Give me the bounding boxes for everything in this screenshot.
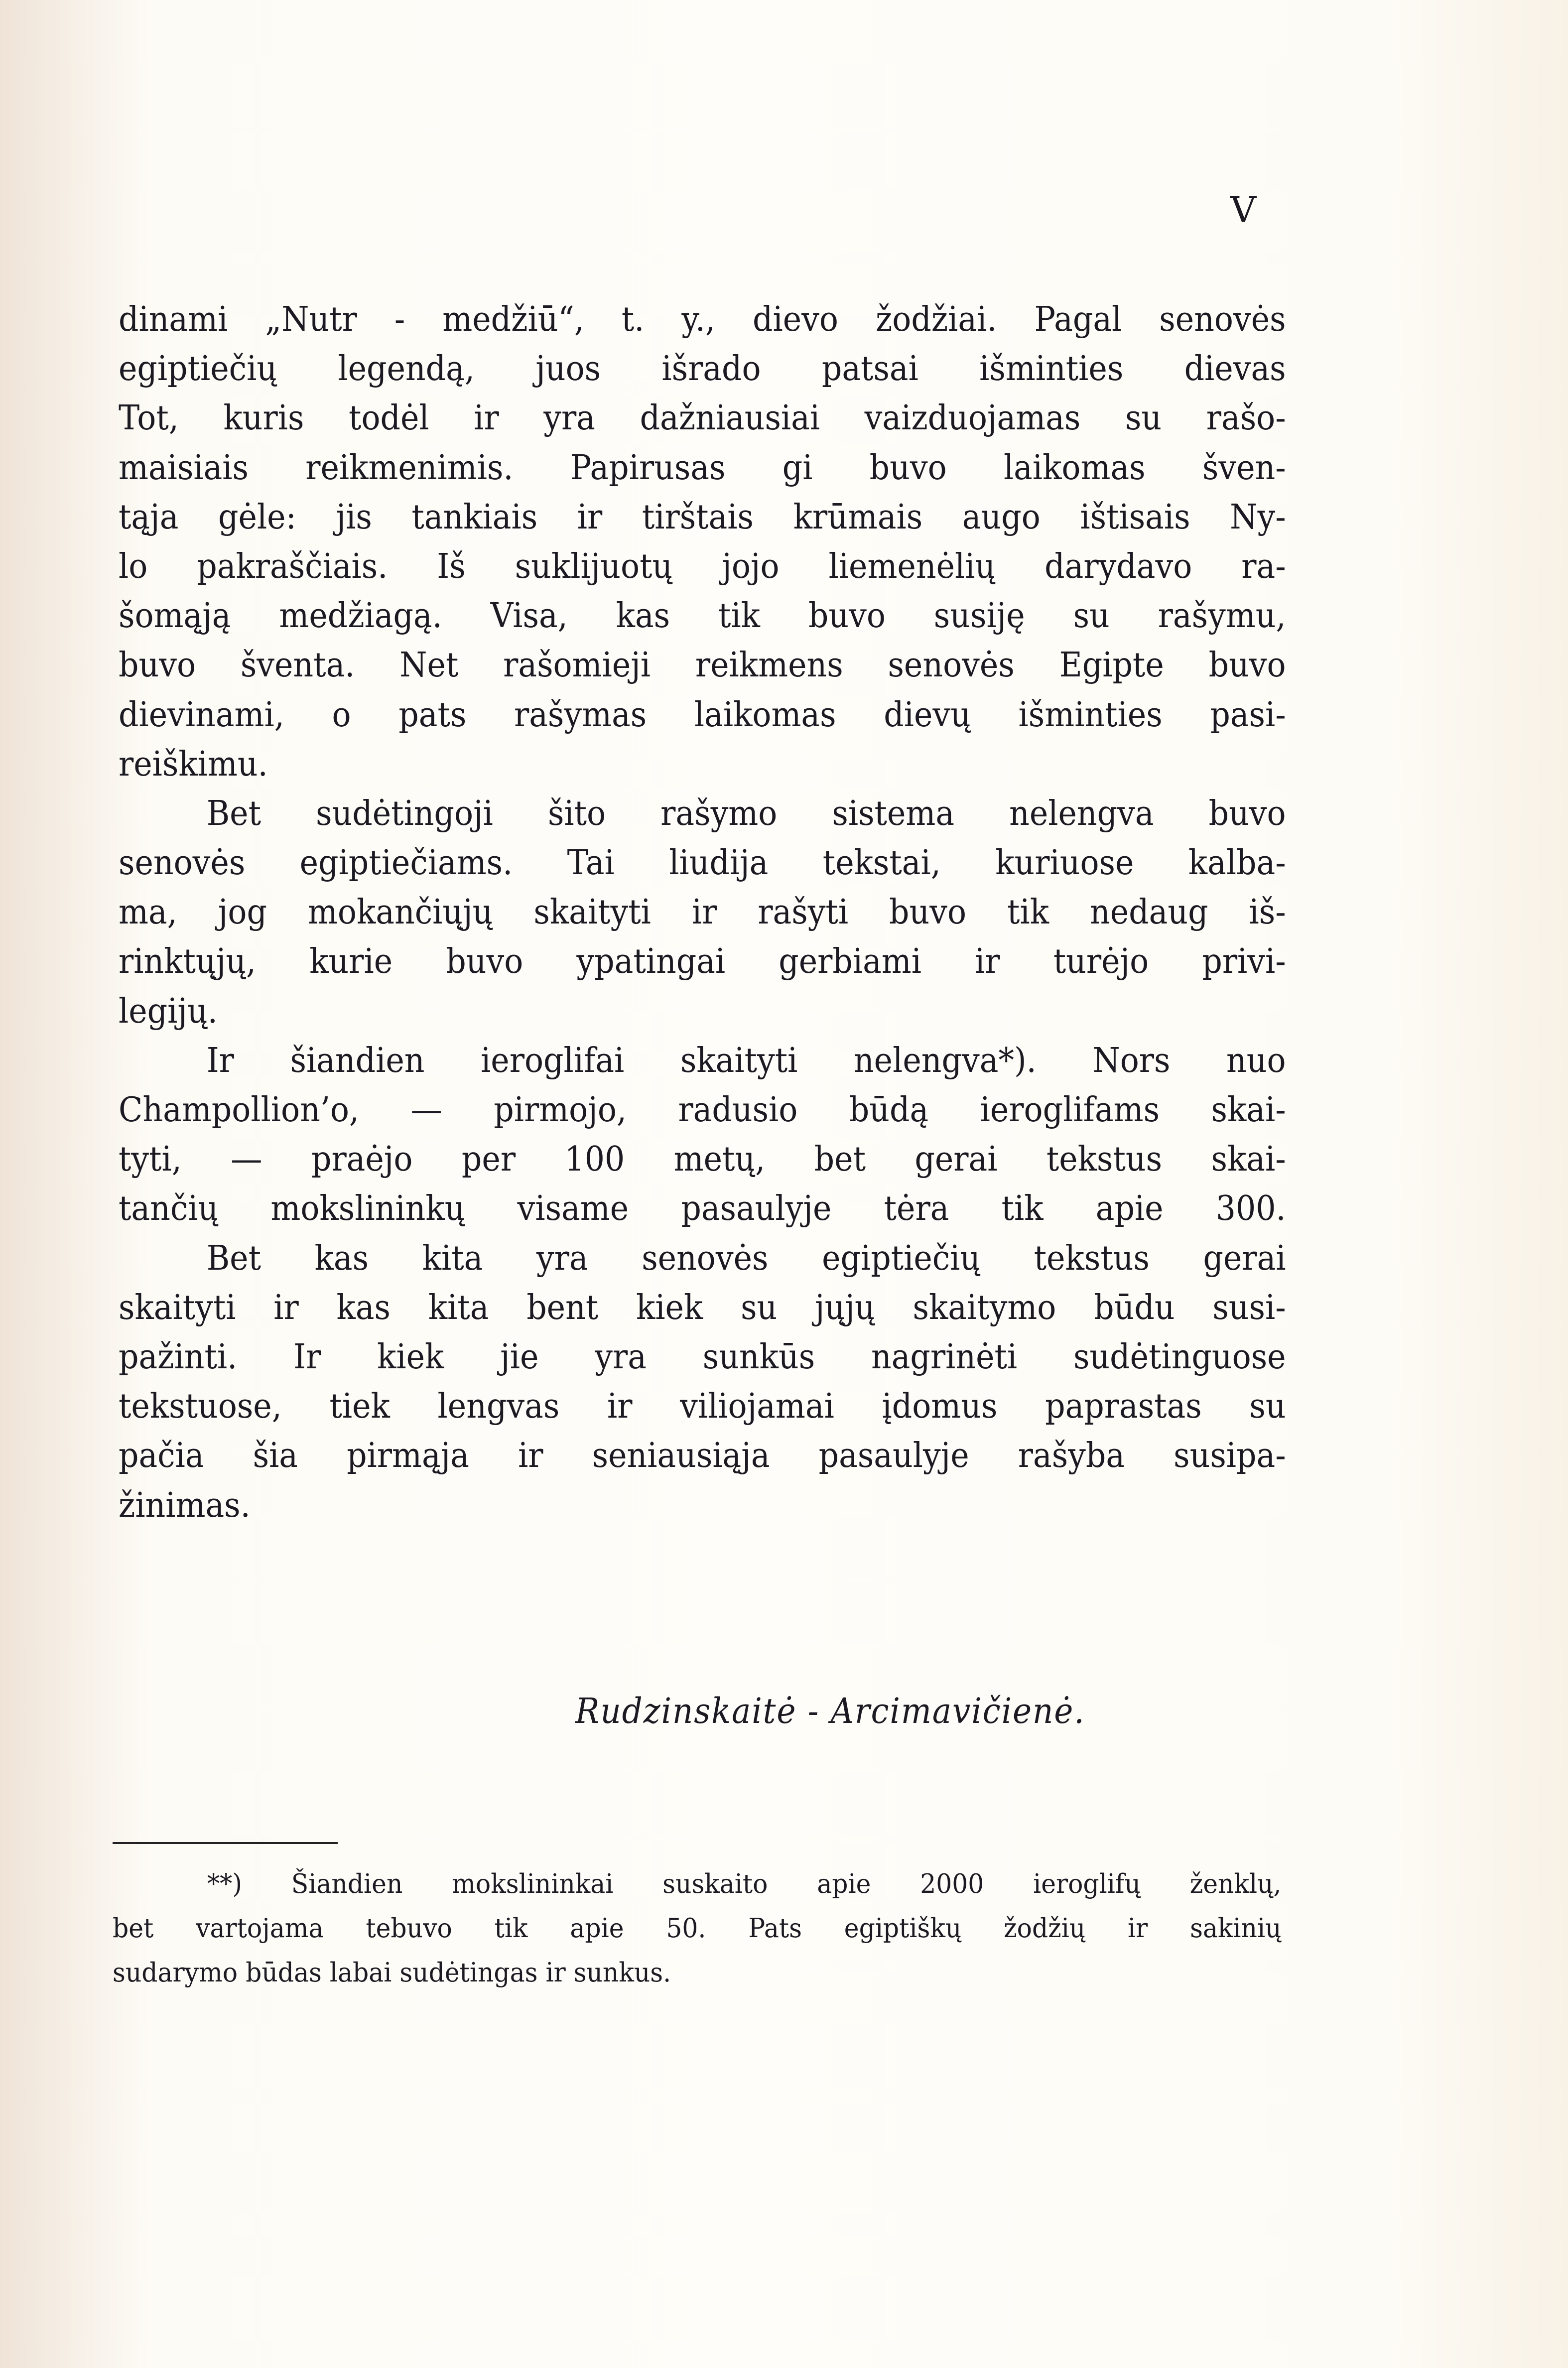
text-line: ma, jog mokančiųjų skaityti ir rašyti buvo tik nedaug iš- [119,893,1286,932]
author-signature: Rudzinskaitė - Arcimavičienė. [575,1691,1085,1731]
text-line: maisiais reikmenimis. Papirusas gi buvo laikomas šven- [119,448,1286,488]
page-number: V [1230,189,1256,231]
text-line: buvo šventa. Net rašomieji reikmens senovės Egipte buvo [119,646,1286,685]
paragraph-3 [119,1036,1287,1234]
text-line: dievinami, o pats rašymas laikomas dievų išminties pasi- [119,695,1286,735]
text-line: Bet kas kita yra senovės egiptiečių tekstus gerai [206,1238,1286,1278]
text-line: tekstuose, tiek lengvas ir viliojamai įdomus paprastas su [119,1387,1286,1427]
text-line: rinktųjų, kurie buvo ypatingai gerbiami ir turėjo privi- [119,942,1286,982]
footnote-line: bet vartojama tebuvo tik apie 50. Pats egiptiškų žodžių ir sakinių [113,1913,1282,1944]
text-line: tąja gėle: jis tankiais ir tirštais krūmais augo ištisais Ny- [119,497,1286,537]
text-line: pačia šia pirmąja ir seniausiąja pasaulyje rašyba susipa- [119,1436,1286,1476]
footnote-line: **) Šiandien mokslininkai suskaito apie 2000 ieroglifų ženklų, [207,1869,1282,1899]
paragraph-2 [119,789,1287,1036]
text-line: reiškimu. [119,744,268,784]
text-line: tyti, — praėjo per 100 metų, bet gerai tekstus skai- [119,1140,1286,1180]
paragraph-1 [119,295,1287,789]
footnote-line: sudarymo būdas labai sudėtingas ir sunkus. [113,1958,671,1988]
text-line: tančių mokslininkų visame pasaulyje tėra tik apie 300. [119,1189,1286,1229]
text-line: skaityti ir kas kita bent kiek su jųjų skaitymo būdu susi- [119,1288,1286,1327]
text-line: legijų. [119,991,218,1031]
text-line: Ir šiandien ieroglifai skaityti nelengva*). Nors nuo [206,1041,1286,1080]
text-line: pažinti. Ir kiek jie yra sunkūs nagrinėti sudėtinguose [119,1337,1286,1377]
text-line: Tot, kuris todėl ir yra dažniausiai vaizduojamas su rašo- [119,398,1286,438]
body-text [119,295,1287,1530]
footnote [113,1862,1283,1995]
text-line: lo pakraščiais. Iš suklijuotų jojo liemenėlių darydavo ra- [119,546,1286,586]
text-line: žinimas. [119,1485,251,1525]
text-line: dinami „Nutr - medžiū“, t. y., dievo žodžiai. Pagal senovės [119,300,1286,339]
text-line: senovės egiptiečiams. Tai liudija tekstai, kuriuose kalba- [119,843,1286,883]
paragraph-4 [119,1234,1287,1530]
text-line: egiptiečių legendą, juos išrado patsai išminties dievas [119,349,1286,389]
text-line: šomąją medžiagą. Visa, kas tik buvo susiję su rašymu, [119,596,1286,636]
text-line: Bet sudėtingoji šito rašymo sistema nelengva buvo [206,793,1286,833]
footnote-divider [113,1842,338,1844]
text-line: Champollion’o, — pirmojo, radusio būdą ieroglifams skai- [119,1090,1286,1130]
